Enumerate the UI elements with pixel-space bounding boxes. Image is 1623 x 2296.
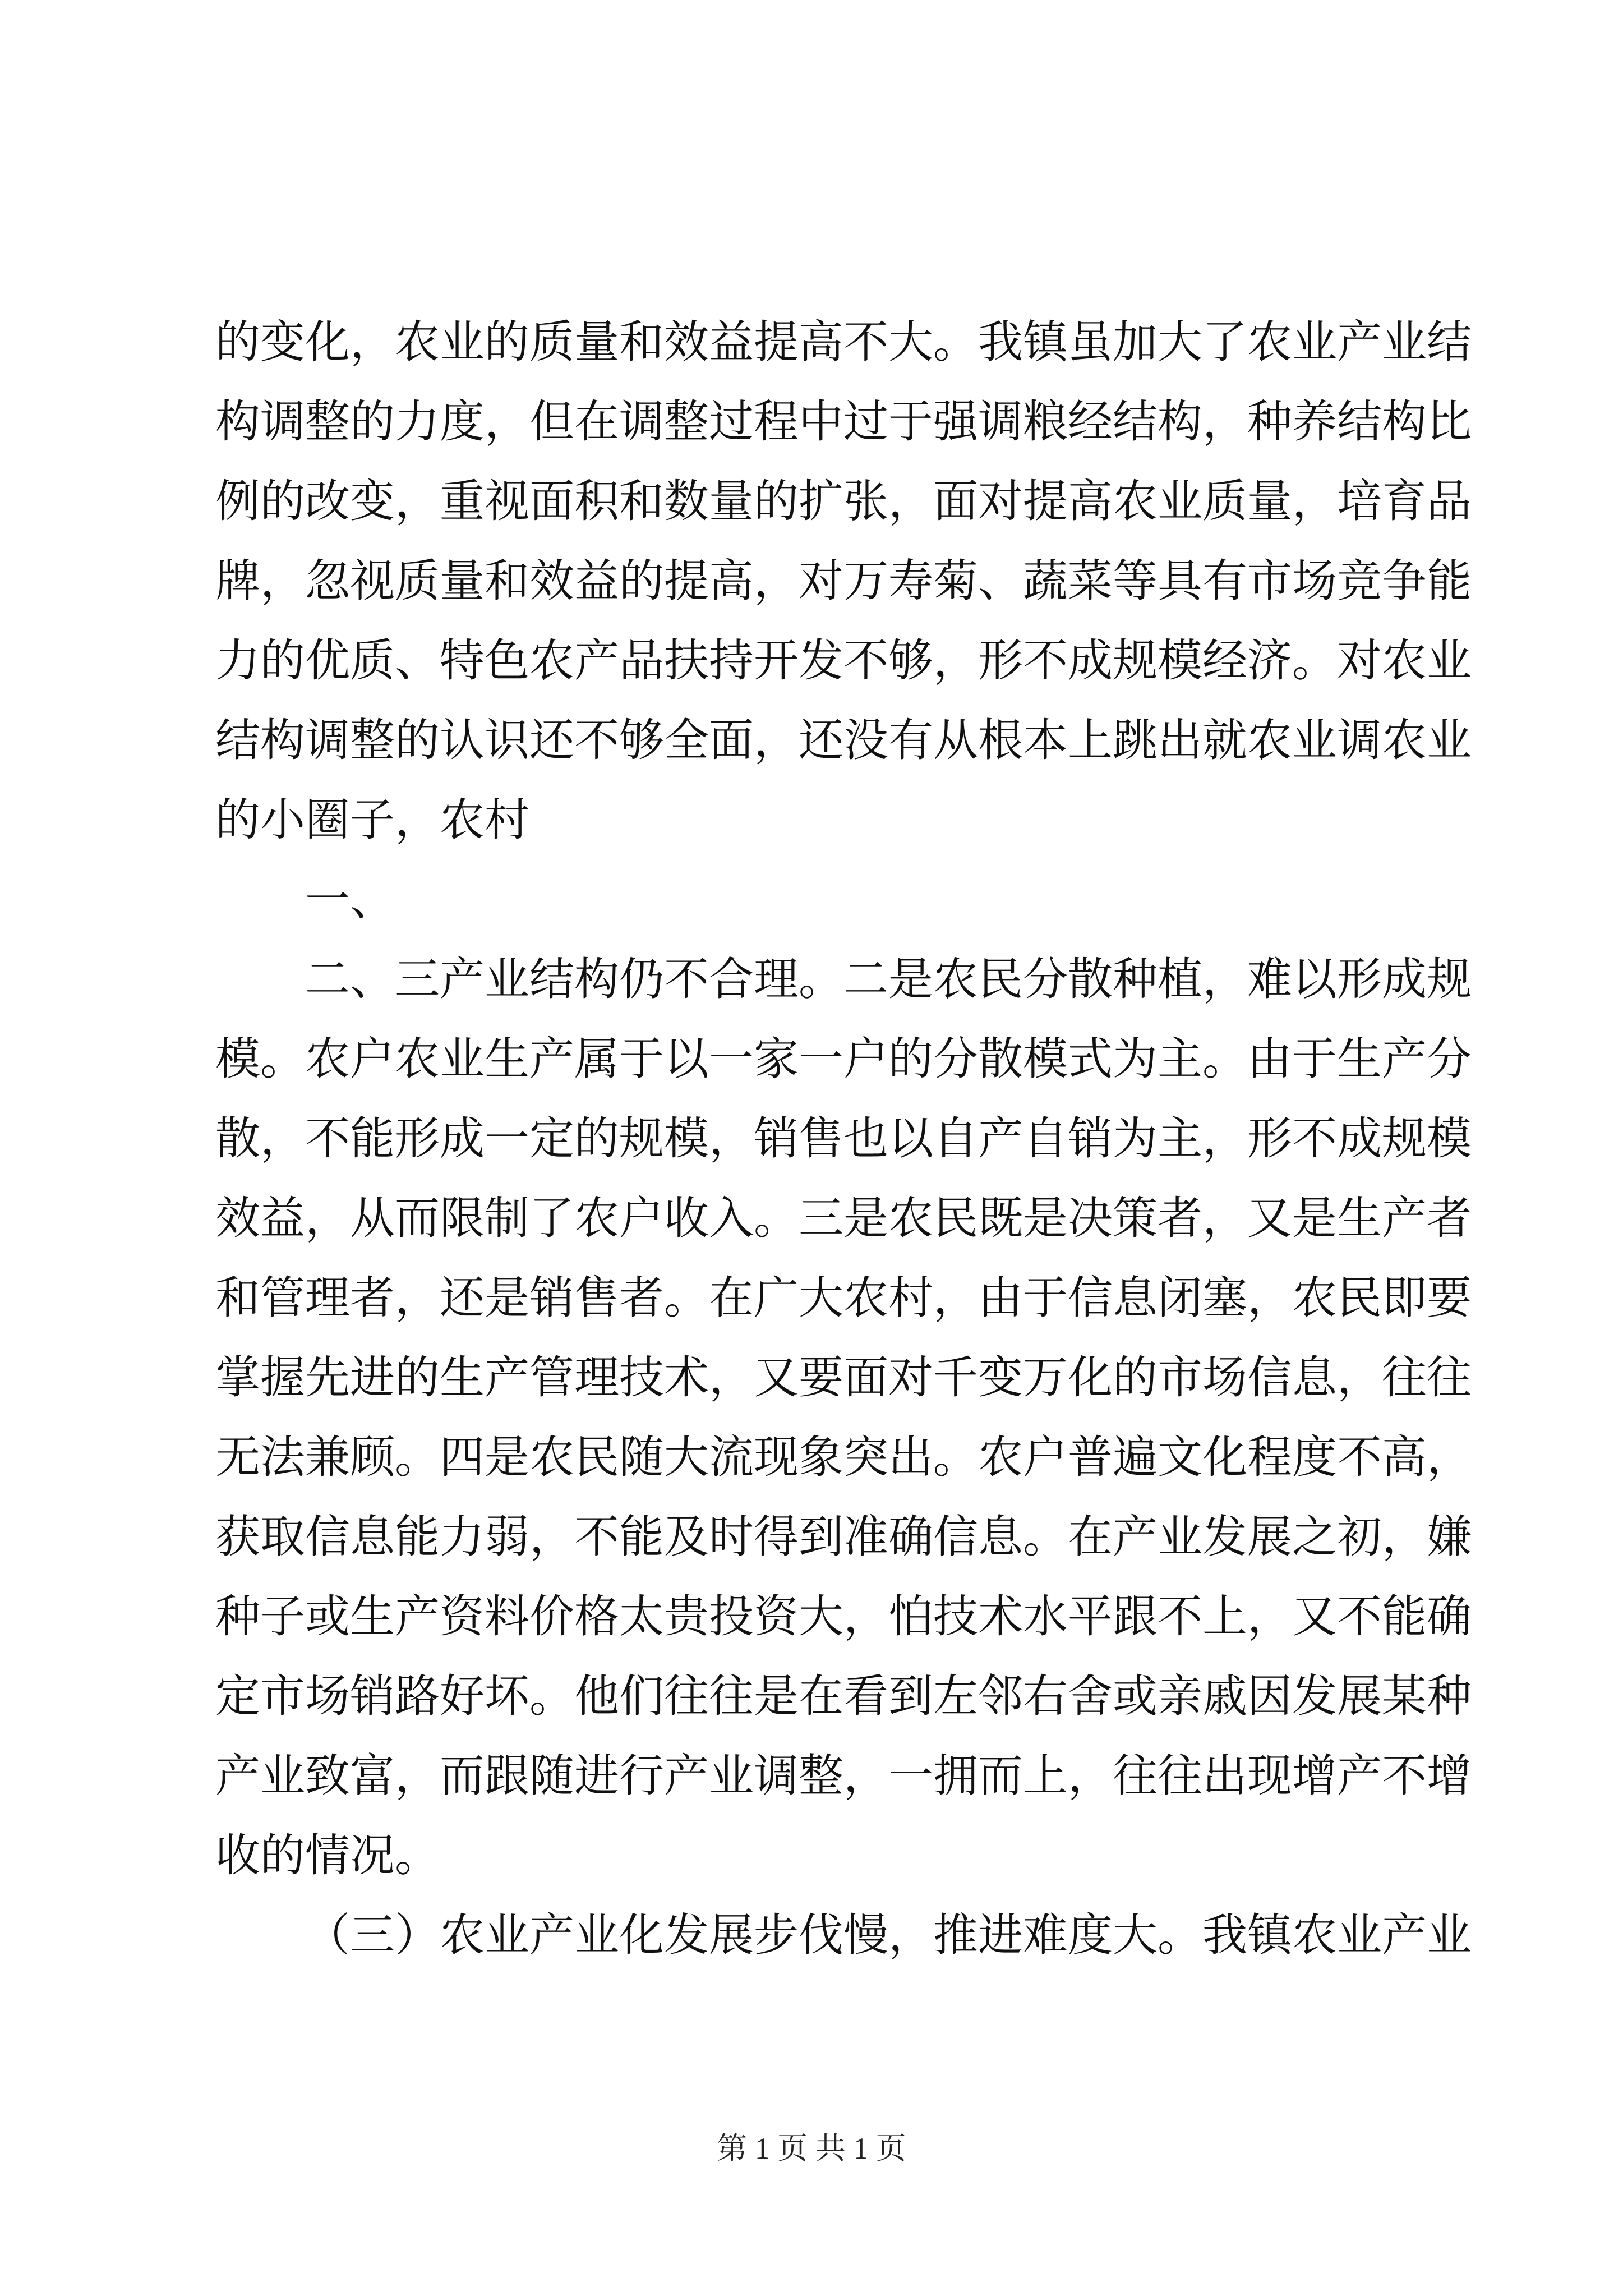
text-line: 模。农户农业生产属于以一家一户的分散模式为主。由于生产分	[215, 1033, 1472, 1085]
text-line: 牌，忽视质量和效益的提高，对万寿菊、蔬菜等具有市场竞争能	[215, 555, 1472, 607]
text-line: 掌握先进的生产管理技术，又要面对千变万化的市场信息，往往	[215, 1351, 1472, 1404]
text-line: 例的改变，重视面积和数量的扩张，面对提高农业质量，培育品	[215, 475, 1472, 527]
text-line: 获取信息能力弱，不能及时得到准确信息。在产业发展之初，嫌	[215, 1511, 1472, 1563]
text-line: 效益，从而限制了农户收入。三是农民既是决策者，又是生产者	[215, 1192, 1472, 1244]
text-line: 散，不能形成一定的规模，销售也以自产自销为主，形不成规模	[215, 1112, 1472, 1165]
text-line: 一、	[305, 873, 395, 926]
text-line: 和管理者，还是销售者。在广大农村，由于信息闭塞，农民即要	[215, 1272, 1472, 1324]
text-line: 构调整的力度，但在调整过程中过于强调粮经结构，种养结构比	[215, 395, 1472, 448]
page-footer: 第 1 页 共 1 页	[717, 2132, 906, 2165]
text-line: 种子或生产资料价格太贵投资大，怕技术水平跟不上，又不能确	[215, 1590, 1472, 1642]
text-line: （三）农业产业化发展步伐慢，推进难度大。我镇农业产业	[305, 1909, 1472, 1961]
text-line: 力的优质、特色农产品扶持开发不够，形不成规模经济。对农业	[215, 634, 1472, 687]
text-line: 定市场销路好坏。他们往往是在看到左邻右舍或亲戚因发展某种	[215, 1670, 1472, 1722]
text-line: 二、三产业结构仍不合理。二是农民分散种植，难以形成规	[305, 953, 1472, 1005]
text-line: 的变化，农业的质量和效益提高不大。我镇虽加大了农业产业结	[215, 316, 1472, 368]
text-line: 的小圈子，农村	[215, 794, 529, 846]
text-line: 结构调整的认识还不够全面，还没有从根本上跳出就农业调农业	[215, 714, 1472, 766]
text-line: 收的情况。	[215, 1829, 440, 1881]
text-line: 无法兼顾。四是农民随大流现象突出。农户普遍文化程度不高，	[215, 1431, 1472, 1483]
text-line: 产业致富，而跟随进行产业调整，一拥而上，往往出现增产不增	[215, 1750, 1472, 1802]
